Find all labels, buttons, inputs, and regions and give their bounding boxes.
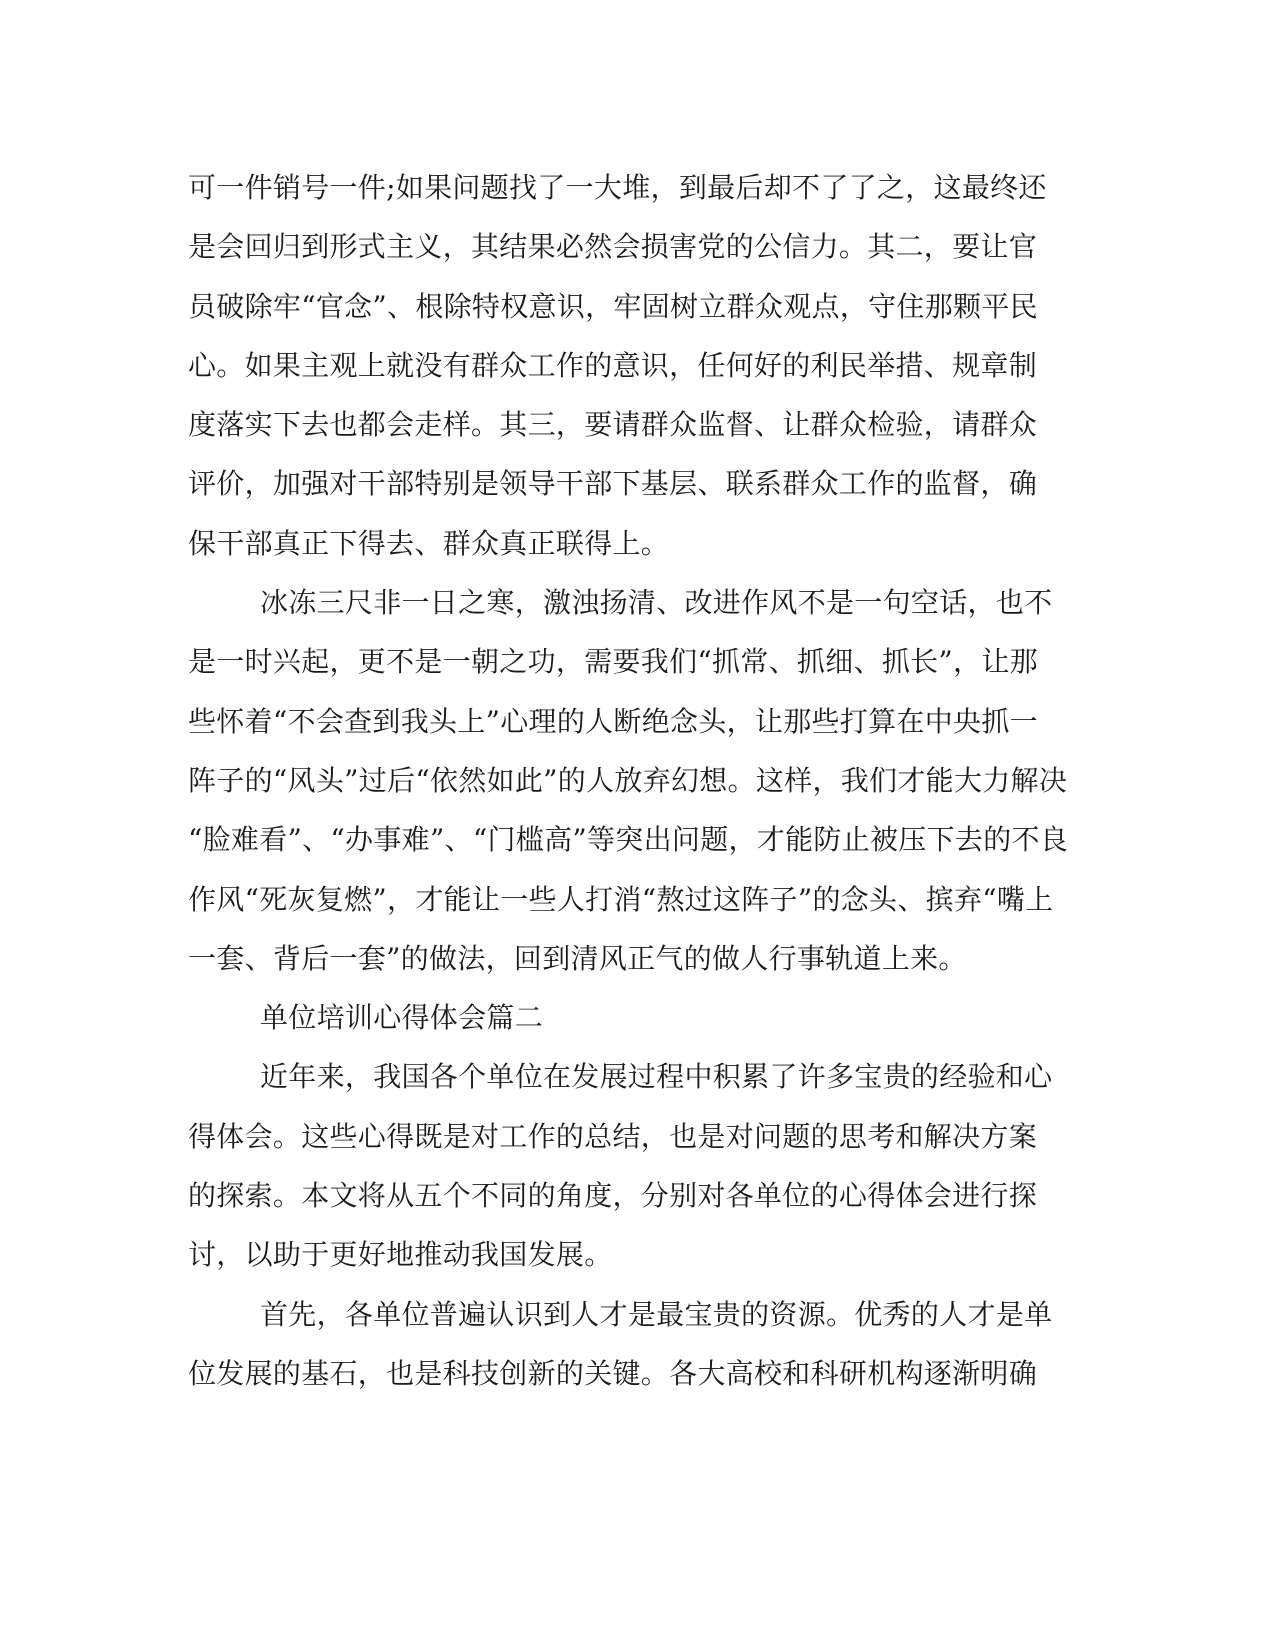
text-line: 阵子的“风头”过后“依然如此”的人放弃幻想。这样，我们才能大力解决 xyxy=(188,763,1068,797)
text-line: 些怀着“不会查到我头上”心理的人断绝念头，让那些打算在中央抓一 xyxy=(188,704,1038,738)
text-line: 得体会。这些心得既是对工作的总结，也是对问题的思考和解决方案 xyxy=(188,1119,1038,1153)
text-line: 保干部真正下得去、群众真正联得上。 xyxy=(188,526,670,560)
text-line: 讨，以助于更好地推动我国发展。 xyxy=(188,1238,613,1272)
text-line: 是一时兴起，更不是一朝之功，需要我们“抓常、抓细、抓长”，让那 xyxy=(188,645,1038,679)
paragraph-first-line: 近年来，我国各个单位在发展过程中积累了许多宝贵的经验和心 xyxy=(260,1060,1053,1094)
paragraph-first-line: 冰冻三尺非一日之寒，激浊扬清、改进作风不是一句空话，也不 xyxy=(260,586,1053,620)
paragraph-first-line: 首先，各单位普遍认识到人才是最宝贵的资源。优秀的人才是单 xyxy=(260,1297,1053,1331)
text-line: 评价，加强对干部特别是领导干部下基层、联系群众工作的监督，确 xyxy=(188,467,1038,501)
text-line: 作风“死灰复燃”，才能让一些人打消“熬过这阵子”的念头、摈弃“嘴上 xyxy=(188,882,1054,916)
text-line: 一套、背后一套”的做法，回到清风正气的做人行事轨道上来。 xyxy=(188,941,967,975)
text-line: “脸难看”、“办事难”、“门槛高”等突出问题，才能防止被压下去的不良 xyxy=(188,823,1069,857)
text-line: 员破除牢“官念”、根除特权意识，牢固树立群众观点，守住那颗平民 xyxy=(188,289,1038,323)
section-heading: 单位培训心得体会篇二 xyxy=(260,1001,544,1035)
text-line: 是会回归到形式主义，其结果必然会损害党的公信力。其二，要让官 xyxy=(188,230,1038,264)
text-line: 的探索。本文将从五个不同的角度，分别对各单位的心得体会进行探 xyxy=(188,1179,1038,1213)
document-body xyxy=(188,158,1068,1403)
text-line: 度落实下去也都会走样。其三，要请群众监督、让群众检验，请群众 xyxy=(188,408,1038,442)
text-line: 心。如果主观上就没有群众工作的意识，任何好的利民举措、规章制 xyxy=(188,348,1038,382)
text-line: 位发展的基石，也是科技创新的关键。各大高校和科研机构逐渐明确 xyxy=(188,1356,1038,1390)
text-line: 可一件销号一件;如果问题找了一大堆，到最后却不了了之，这最终还 xyxy=(188,171,1047,204)
